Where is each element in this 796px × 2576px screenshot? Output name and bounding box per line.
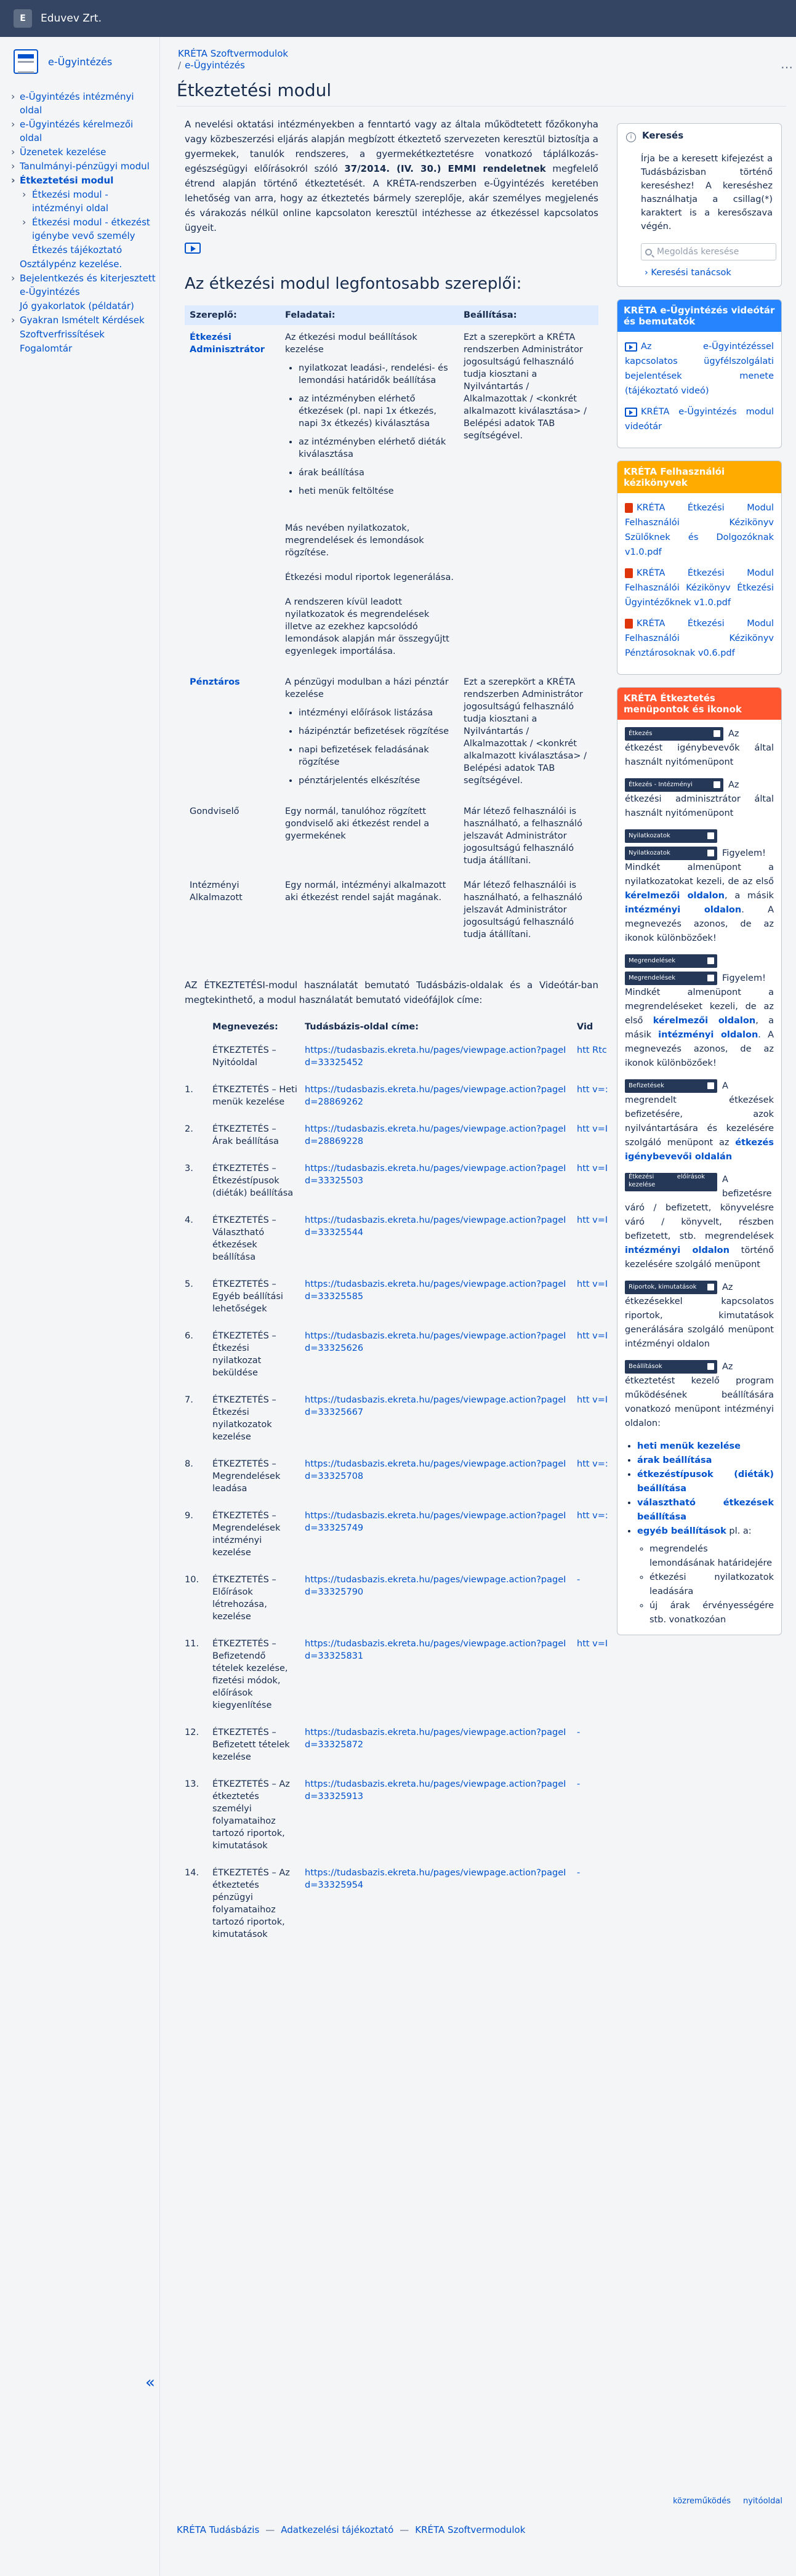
video-link[interactable]: htt v=I — [577, 1279, 608, 1289]
sidebar-item[interactable]: › Étkezési modul - étkezést igénybe vevő személy — [10, 215, 158, 243]
page-meta — [661, 2497, 782, 2506]
table-row — [185, 1633, 609, 1721]
more-actions-icon[interactable]: … — [781, 57, 793, 71]
video-icon — [625, 342, 637, 352]
manual-panel-title: KRÉTA Felhasználói kézikönyvek — [617, 461, 781, 493]
video-link[interactable]: htt v=I — [577, 1124, 608, 1134]
settings-list — [625, 1439, 774, 1627]
row-number: 1. — [185, 1085, 193, 1095]
manual-link[interactable]: KRÉTA Étkezési Modul Felhasználói Kézikönyv Szülőknek és Dolgozóknak v1.0.pdf — [625, 503, 774, 557]
menu-icons-panel-title: KRÉTA Étkeztetés menüpontok és ikonok — [617, 688, 781, 720]
space-header[interactable] — [0, 37, 159, 74]
menu-desc: A megrendelt étkezések befizetésére, azok nyilvántartására és kezelésére szolgáló menüpont az étkezés igénybevevői oldalán — [625, 1081, 774, 1162]
row-name: ÉTKEZTETÉS – Heti menük kezelése — [212, 1085, 297, 1107]
menu-desc: Figyelem! Mindkét almenüpont a megrendeléseket kezeli, de az első kérelmezői oldalon, a másik intézményi oldalon. A megnevezés azonos, de az ikonok különbözőek! — [625, 973, 774, 1068]
kb-link[interactable]: https://tudasbazis.ekreta.hu/pages/viewpage.action?pageId=33325667 — [305, 1395, 566, 1417]
space-name[interactable]: e-Ügyintézés — [48, 55, 113, 68]
role-name: Étkezési Adminisztrátor — [190, 332, 265, 355]
row-number: 5. — [185, 1279, 193, 1289]
kb-link[interactable]: https://tudasbazis.ekreta.hu/pages/viewpage.action?pageId=28869228 — [305, 1124, 566, 1146]
kb-link[interactable]: https://tudasbazis.ekreta.hu/pages/viewpage.action?pageId=33325913 — [305, 1779, 566, 1801]
right-sidebar — [617, 123, 782, 1648]
col-header — [185, 1015, 212, 1039]
list-item: • nyilatkozat leadási-, rendelési- és lemondási határidők beállítása — [299, 362, 454, 387]
sidebar-item[interactable]: › Étkeztetési modul — [10, 174, 158, 187]
table-row — [185, 873, 598, 947]
list-item: • étkezéstípusok (diéták) beállítása — [637, 1468, 774, 1496]
row-number: 7. — [185, 1395, 193, 1405]
sidebar-item[interactable]: Fogalomtár — [20, 343, 73, 354]
main-content — [185, 117, 608, 1950]
video-link[interactable]: htt v=I — [577, 1639, 608, 1649]
video-link[interactable]: htt v=I — [577, 1164, 608, 1173]
row-number: 10. — [185, 1575, 199, 1585]
page-title: Étkeztetési modul — [177, 80, 332, 100]
table-row — [185, 1569, 609, 1633]
menu-screenshot-beallitasok: Beállítások — [625, 1360, 717, 1374]
sidebar-item[interactable]: › Gyakran Ismételt Kérdések — [10, 313, 158, 327]
row-name: ÉTKEZTETÉS – Egyéb beállítási lehetőségek — [212, 1279, 283, 1314]
role-task-intro: A pénzügyi modulban a házi pénztár kezelése — [285, 677, 449, 699]
kb-link[interactable]: https://tudasbazis.ekreta.hu/pages/viewpage.action?pageId=33325872 — [305, 1728, 566, 1750]
space-icon — [14, 49, 38, 74]
menu-screenshot-etkezes: Étkezés — [625, 727, 723, 741]
kb-link[interactable]: https://tudasbazis.ekreta.hu/pages/viewpage.action?pageId=33325544 — [305, 1215, 566, 1238]
kb-link[interactable]: https://tudasbazis.ekreta.hu/pages/viewpage.action?pageId=33325749 — [305, 1511, 566, 1533]
menu-screenshot-megrendelesek: Megrendelések — [625, 954, 717, 968]
role-tasks: Egy normál, intézményi alkalmazott aki étkezést rendel saját magának. — [285, 880, 446, 903]
video-link[interactable]: Az e-Ügyintézéssel kapcsolatos ügyfélszolgálati bejelentések menete (tájékoztató videó) — [625, 342, 774, 396]
role-task-intro: Az étkezési modul beállítások kezelése — [285, 332, 417, 355]
table-row — [185, 1721, 609, 1773]
video-link[interactable]: - — [577, 1868, 581, 1878]
sidebar-item[interactable]: › e-Ügyintézés kérelmezői oldal — [10, 118, 158, 145]
list-item: • intézményi előírások listázása — [299, 707, 454, 719]
table-row — [185, 1862, 609, 1950]
video-link[interactable]: KRÉTA e-Ügyintézés modul videótár — [625, 407, 774, 432]
search-input[interactable]: Megoldás keresése — [641, 243, 776, 260]
video-link[interactable]: - — [577, 1779, 581, 1789]
role-task-text: A rendszeren kívül leadott nyilatkozatok és megrendelések illetve az ezekhez kapcsolódó lemondások alapján már összegyűjtt egyenlegek importálása. — [285, 597, 449, 656]
search-icon — [645, 249, 652, 256]
row-number: 4. — [185, 1215, 193, 1225]
table-row — [185, 1039, 609, 1079]
list-item: • heti menük feltöltése — [299, 485, 454, 497]
list-item: • napi befizetések feladásának rögzítése — [299, 744, 454, 768]
meta-like-link[interactable]: közreműködés — [673, 2497, 731, 2506]
row-name: ÉTKEZTETÉS – Az étkeztetés pénzügyi folyamataihoz tartozó riportok, kimutatások — [212, 1868, 290, 1939]
col-header: Vid — [577, 1022, 593, 1032]
footer-link[interactable]: Adatkezelési tájékoztató — [281, 2524, 394, 2535]
knowledge-intro: AZ ÉTKEZTETÉSI-modul használatát bemutató Tudásbázis-oldalak és a Videótár-ban megtekinthető, a modul használatát bemutató videófájlok címe: — [185, 980, 598, 1005]
divider — [177, 106, 786, 107]
row-number: 13. — [185, 1779, 199, 1789]
role-setting: Ezt a szerepkört a KRÉTA rendszerben Administrátor jogosultságú felhasználó tudja kiosztani a Nyilvántartás / Alkalmazottak / <konkrét alkalmazott kiválasztása> / Belépési adatok TAB segítségével. — [464, 677, 587, 786]
table-row — [185, 799, 598, 873]
menu-screenshot-eloirasok: Étkezési előírások kezelése — [625, 1173, 717, 1191]
list-item: • egyéb beállítások pl. a: ◦ megrendelés lemondásának határidejére ◦ étkezési nyilatkozatok leadására ◦ új árak érvényességére stb. vonatkozóan — [637, 1524, 774, 1627]
role-task-text: Étkezési modul riportok legenerálása. — [285, 573, 454, 582]
video-icon — [625, 408, 637, 417]
list-item: • árak beállítása — [299, 467, 454, 479]
col-header: Tudásbázis-oldal címe: — [305, 1022, 419, 1032]
links-table — [185, 1015, 609, 1950]
row-name: ÉTKEZTETÉS – Nyitóoldal — [212, 1045, 276, 1068]
table-header-row — [185, 1015, 609, 1039]
sidebar-item[interactable]: › Tanulmányi-pénzügyi modul — [10, 159, 158, 173]
video-link[interactable]: - — [577, 1728, 581, 1737]
role-tasks — [280, 670, 459, 799]
sidebar-item[interactable]: Étkezés tájékoztató — [32, 244, 123, 256]
menu-desc: Az étkezési adminisztrátor által használt nyitómenüpont — [625, 780, 774, 818]
list-item: ◦ megrendelés lemondásának határidejére — [649, 1542, 774, 1571]
kb-link[interactable]: https://tudasbazis.ekreta.hu/pages/viewpage.action?pageId=33325790 — [305, 1575, 566, 1597]
table-row — [185, 1389, 609, 1453]
col-header: Feladatai: — [280, 305, 459, 325]
footer-link[interactable]: KRÉTA Szoftvermodulok — [415, 2524, 526, 2535]
kb-link[interactable]: https://tudasbazis.ekreta.hu/pages/viewpage.action?pageId=33325708 — [305, 1459, 566, 1481]
pdf-icon — [625, 568, 633, 578]
table-row — [185, 325, 598, 670]
row-name: ÉTKEZTETÉS – Az étkeztetés személyi folyamataihoz tartozó riportok, kimutatások — [212, 1779, 290, 1851]
role-setting: Már létező felhasználói is használható, a felhasználó jelszavát Administrátor jogosultságú felhasználó tudja átállítani. — [464, 807, 582, 866]
video-link[interactable]: htt v=: — [577, 1085, 608, 1095]
company-logo-icon[interactable]: E — [14, 9, 32, 28]
table-row — [185, 1209, 609, 1273]
video-panel-title: KRÉTA e-Ügyintézés videótár és bemutatók — [617, 300, 781, 332]
sidebar-item[interactable]: Jó gyakorlatok (példatár) — [20, 300, 134, 312]
table-row — [185, 670, 598, 799]
table-row — [185, 1773, 609, 1862]
list-item: • árak beállítása — [637, 1454, 774, 1468]
manual-panel — [617, 461, 782, 675]
row-name: ÉTKEZTETÉS – Befizetendő tételek kezelése, fizetési módok, előírások kiegyenlítése — [212, 1639, 288, 1710]
role-name: Pénztáros — [190, 677, 240, 687]
sidebar-item[interactable]: Osztálypénz kezelése. — [20, 259, 123, 270]
video-play-icon[interactable] — [185, 243, 201, 254]
row-number: 11. — [185, 1639, 199, 1649]
col-header: Szereplő: — [185, 305, 280, 325]
video-link[interactable]: htt v=I — [577, 1215, 608, 1225]
role-name: Intézményi Alkalmazott — [190, 880, 243, 903]
video-link[interactable]: htt v=I — [577, 1331, 608, 1341]
menu-screenshot-nyilatkozatok: Nyilatkozatok — [625, 829, 717, 843]
manual-link[interactable]: KRÉTA Étkezési Modul Felhasználói Kézikönyv Étkezési Ügyintézőknek v1.0.pdf — [625, 568, 774, 608]
sidebar-item[interactable]: › Üzenetek kezelése — [10, 145, 158, 159]
video-link[interactable]: htt v=I — [577, 1395, 608, 1405]
row-name: ÉTKEZTETÉS – Megrendelések leadása — [212, 1459, 281, 1494]
footer: KRÉTA Tudásbázis — Adatkezelési tájékoztató — KRÉTA Szoftvermodulok — [177, 2524, 526, 2535]
search-help-text: Írja be a keresett kifejezést a Tudásbázisban történő kereséshez! A kereséshez használhatja a csillag(*) karaktert is a keresőszava végén. — [641, 154, 773, 231]
menu-desc: A befizetésre váró / befizetett, könyvelésre váró / könyvelt, részben befizetett, stb. megrendelések intézményi oldalon történő kezelésére szolgáló menüpont — [625, 1175, 774, 1270]
table-header-row — [185, 305, 598, 325]
menu-screenshot-megrendelesek-intezmenyi: Megrendelések — [625, 972, 717, 985]
search-panel-title: i Keresés — [617, 124, 781, 146]
sidebar — [0, 37, 160, 2576]
sidebar-item[interactable]: › Étkezési modul - intézményi oldal — [10, 188, 158, 215]
search-panel — [617, 123, 782, 287]
row-number: 9. — [185, 1511, 193, 1521]
brand-name[interactable]: Eduvev Zrt. — [41, 12, 102, 25]
menu-screenshot-riportok: Riportok, kimutatások — [625, 1281, 717, 1294]
intro-paragraph: A nevelési oktatási intézményekben a fenntartó vagy az általa működtetett főzőkonyha vagy közbeszerzési eljárás alapján megbízott étkeztető szervezeten keresztül biztosítja a gyermekek, tanulók rendszeres, a gyermekétkeztetésre vonatkozó táplálkozás-egészségügyi előírásokról szóló 37/2014. (IV. 30.) EMMI rendeletnek megfelelő étrend alapján történő étkeztetését. A KRÉTA-rendszerben e-Ügyintézés keretében lehetőség van arra, hogy az étkeztetés bármely szereplője, akár személyes megjelenés és várakozás nélkül online kapcsolaton keresztül intézhesse az étkezéssel kapcsolatos ügyeit. — [185, 119, 598, 233]
role-task-text: Más nevében nyilatkozatok, megrendelések és lemondások rögzítése. — [285, 523, 424, 558]
menu-screenshot-etkezes-intezmenyi: Étkezés - Intézményi — [625, 778, 723, 792]
sidebar-item[interactable]: › Bejelentkezés és kiterjesztett e-Ügyintézés — [10, 272, 158, 299]
row-name: ÉTKEZTETÉS – Árak beállítása — [212, 1124, 279, 1146]
video-link[interactable]: htt Rtc — [577, 1045, 607, 1055]
row-number: 12. — [185, 1728, 199, 1737]
row-number: 6. — [185, 1331, 193, 1341]
menu-icons-panel — [617, 687, 782, 1635]
roles-table — [185, 305, 598, 947]
list-item: • pénztárjelentés elkészítése — [299, 775, 454, 787]
role-tasks: Egy normál, tanulóhoz rögzített gondviselő aki étkezést rendel a gyermekének — [285, 807, 430, 841]
table-row — [185, 1453, 609, 1505]
row-name: ÉTKEZTETÉS – Választható étkezések beállítása — [212, 1215, 276, 1262]
row-number: 8. — [185, 1459, 193, 1469]
kb-link[interactable]: https://tudasbazis.ekreta.hu/pages/viewpage.action?pageId=33325503 — [305, 1164, 566, 1186]
kb-link[interactable]: https://tudasbazis.ekreta.hu/pages/viewpage.action?pageId=33325954 — [305, 1868, 566, 1890]
role-setting: Már létező felhasználói is használható, a felhasználó jelszavát Administrátor jogosultságú felhasználó tudja átállítani. — [464, 880, 582, 940]
list-item: • az intézményben elérhető étkezések (pl. napi 1x étkezés, napi 3x étkezés) kiválasztása — [299, 393, 454, 430]
table-row — [185, 1325, 609, 1389]
menu-screenshot-befizetesek: Befizetések — [625, 1079, 717, 1093]
roles-heading: Az étkezési modul legfontosabb szereplői: — [185, 275, 522, 293]
footer-link[interactable]: KRÉTA Tudásbázis — [177, 2524, 260, 2535]
row-name: ÉTKEZTETÉS – Étkezéstípusok (diéták) beállítása — [212, 1164, 294, 1198]
table-row — [185, 1079, 609, 1118]
row-number: 2. — [185, 1124, 193, 1134]
table-row — [185, 1273, 609, 1325]
search-tips-link[interactable]: › Keresési tanácsok — [645, 268, 731, 278]
menu-desc: Az étkezést igénybevevők által használt nyitómenüpont — [625, 729, 774, 767]
page-tree — [10, 90, 158, 356]
row-name: ÉTKEZTETÉS – Étkezési nyilatkozatok kezelése — [212, 1395, 276, 1442]
video-link[interactable]: - — [577, 1575, 581, 1585]
sidebar-item[interactable]: Szoftverfrissítések — [20, 329, 105, 340]
kb-link[interactable]: https://tudasbazis.ekreta.hu/pages/viewpage.action?pageId=28869262 — [305, 1085, 566, 1107]
video-link[interactable]: htt v=: — [577, 1459, 608, 1469]
pdf-icon — [625, 619, 633, 629]
kb-link[interactable]: https://tudasbazis.ekreta.hu/pages/viewpage.action?pageId=33325585 — [305, 1279, 566, 1302]
breadcrumb: KRÉTA Szoftvermodulok / e-Ügyintézés — [178, 48, 289, 71]
table-row — [185, 1505, 609, 1569]
role-name: Gondviselő — [190, 807, 239, 816]
table-row — [185, 1118, 609, 1157]
top-bar — [0, 0, 796, 37]
menu-desc: Az étkezésekkel kapcsolatos riportok, kimutatások generálására szolgáló menüpont intézményi oldalon — [625, 1282, 774, 1349]
row-name: ÉTKEZTETÉS – Előírások létrehozása, kezelése — [212, 1575, 276, 1622]
list-item: • az intézményben elérhető diéták kiválasztása — [299, 436, 454, 461]
kb-link[interactable]: https://tudasbazis.ekreta.hu/pages/viewpage.action?pageId=33325452 — [305, 1045, 566, 1068]
menu-desc: Figyelem! Mindkét almenüpont a nyilatkozatokat kezeli, de az első kérelmezői oldalon, a másik intézményi oldalon. A megnevezés azonos, de az ikonok különbözőek! — [625, 848, 774, 943]
row-name: ÉTKEZTETÉS – Megrendelések intézményi kezelése — [212, 1511, 281, 1558]
list-item: ◦ új árak érvényességére stb. vonatkozóan — [649, 1599, 774, 1627]
row-number — [185, 1039, 212, 1079]
role-setting: Ezt a szerepkört a KRÉTA rendszerben Administrátor jogosultságú felhasználó tudja kiosztani a Nyilvántartás / Alkalmazottak / <konkrét alkalmazott kiválasztása> / Belépési adatok TAB segítségével. — [464, 332, 587, 441]
role-tasks — [280, 325, 459, 670]
col-header: Beállítása: — [459, 305, 598, 325]
list-item: • házipénztár befizetések rögzítése — [299, 725, 454, 738]
list-item: • választható étkezések beállítása — [637, 1496, 774, 1524]
list-item: • heti menük kezelése — [637, 1439, 774, 1454]
col-header: Megnevezés: — [212, 1022, 278, 1032]
kb-link[interactable]: https://tudasbazis.ekreta.hu/pages/viewpage.action?pageId=33325626 — [305, 1331, 566, 1353]
pdf-icon — [625, 503, 633, 513]
meta-views-link[interactable]: nyitóoldal — [743, 2497, 782, 2506]
breadcrumb-item-eugyintezes[interactable]: e-Ügyintézés — [185, 60, 245, 71]
row-number: 14. — [185, 1868, 199, 1878]
row-name: ÉTKEZTETÉS – Befizetett tételek kezelése — [212, 1728, 290, 1762]
kb-link[interactable]: https://tudasbazis.ekreta.hu/pages/viewpage.action?pageId=33325831 — [305, 1639, 566, 1661]
video-link[interactable]: htt v=: — [577, 1511, 608, 1521]
manual-link[interactable]: KRÉTA Étkezési Modul Felhasználói Kézikönyv Pénztárosoknak v0.6.pdf — [625, 619, 774, 658]
collapse-sidebar-icon[interactable]: « — [145, 2373, 155, 2392]
table-row — [185, 1157, 609, 1209]
video-panel — [617, 299, 782, 448]
row-number: 3. — [185, 1164, 193, 1173]
breadcrumb-item-modules[interactable]: KRÉTA Szoftvermodulok — [178, 48, 289, 59]
menu-desc: Az étkeztetést kezelő program működésének beállítására vonatkozó menüpont intézményi oldalon: — [625, 1362, 774, 1428]
row-name: ÉTKEZTETÉS – Étkezési nyilatkozat beküldése — [212, 1331, 276, 1378]
menu-screenshot-nyilatkozatok-intezmenyi: Nyilatkozatok — [625, 847, 717, 860]
sidebar-item[interactable]: › e-Ügyintézés intézményi oldal — [10, 90, 158, 117]
list-item: ◦ étkezési nyilatkozatok leadására — [649, 1571, 774, 1599]
